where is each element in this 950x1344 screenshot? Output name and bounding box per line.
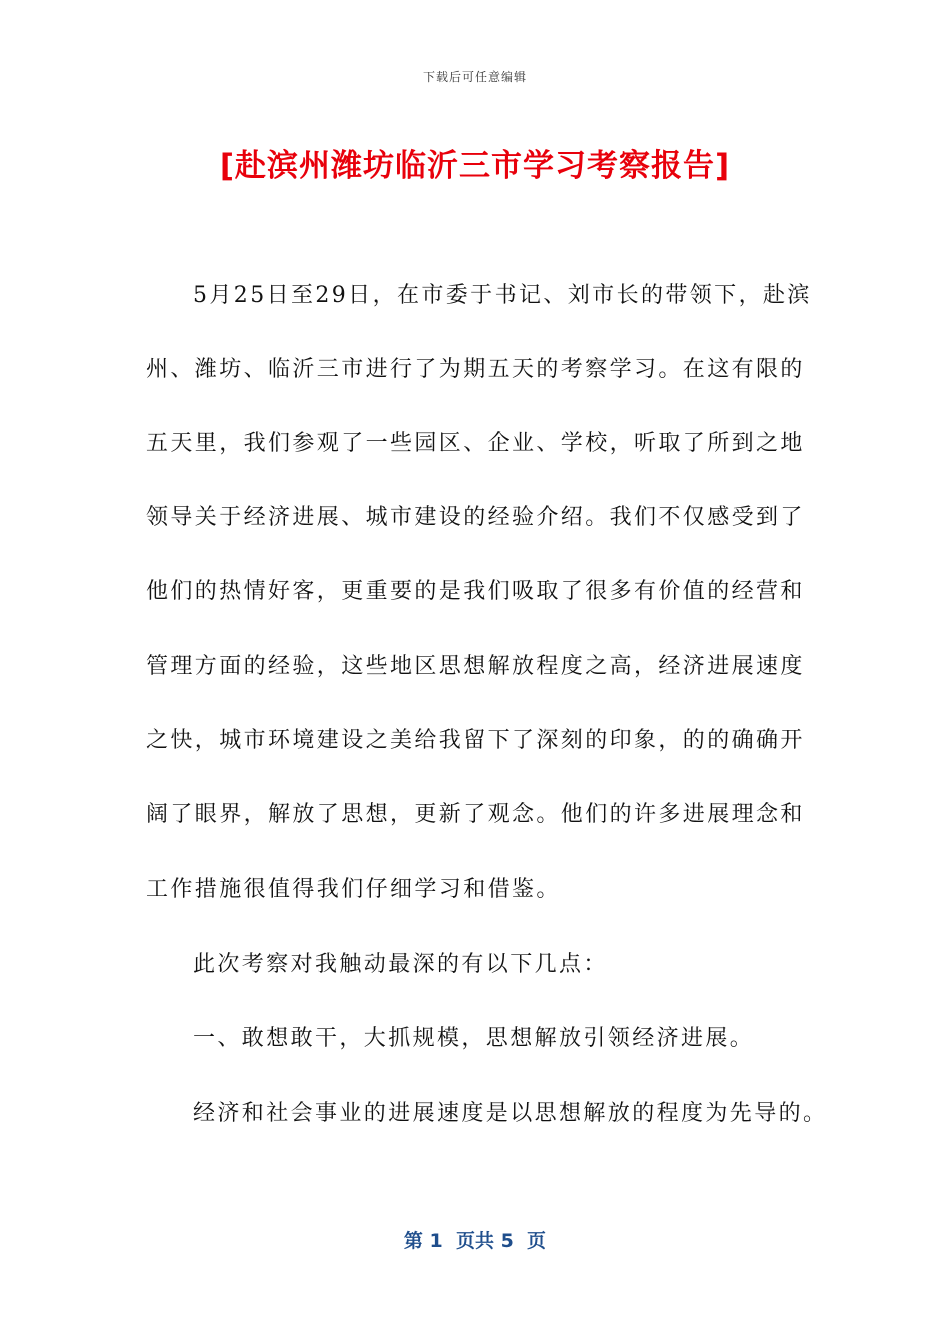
paragraph-line: 此次考察对我触动最深的有以下几点：	[193, 952, 608, 977]
paragraph-line: 领导关于经济进展、城市建设的经验介绍。我们不仅感受到了	[146, 505, 805, 530]
document-title: [赴滨州潍坊临沂三市学习考察报告]	[219, 148, 731, 184]
paragraph-line: 他们的热情好客，更重要的是我们吸取了很多有价值的经营和	[146, 579, 805, 604]
paragraph-line: 州、潍坊、临沂三市进行了为期五天的考察学习。在这有限的	[146, 357, 805, 382]
paragraph-line: 5月25日至29日，在市委于书记、刘市长的带领下，赴滨	[193, 283, 812, 308]
paragraph-line: 工作措施很值得我们仔细学习和借鉴。	[146, 877, 561, 902]
paragraph-line: 经济和社会事业的进展速度是以思想解放的程度为先导的。	[193, 1101, 828, 1126]
page-number: 第 1 页共 5 页	[403, 1230, 547, 1252]
paragraph-line: 之快，城市环境建设之美给我留下了深刻的印象，的的确确开	[146, 728, 805, 753]
paragraph-line: 五天里，我们参观了一些园区、企业、学校，听取了所到之地	[146, 431, 805, 456]
paragraph-line: 一、敢想敢干，大抓规模，思想解放引领经济进展。	[193, 1026, 755, 1051]
paragraph-line: 管理方面的经验，这些地区思想解放程度之高，经济进展速度	[146, 654, 805, 679]
paragraph-line: 阔了眼界，解放了思想，更新了观念。他们的许多进展理念和	[146, 802, 805, 827]
header-note: 下载后可任意编辑	[422, 70, 527, 84]
